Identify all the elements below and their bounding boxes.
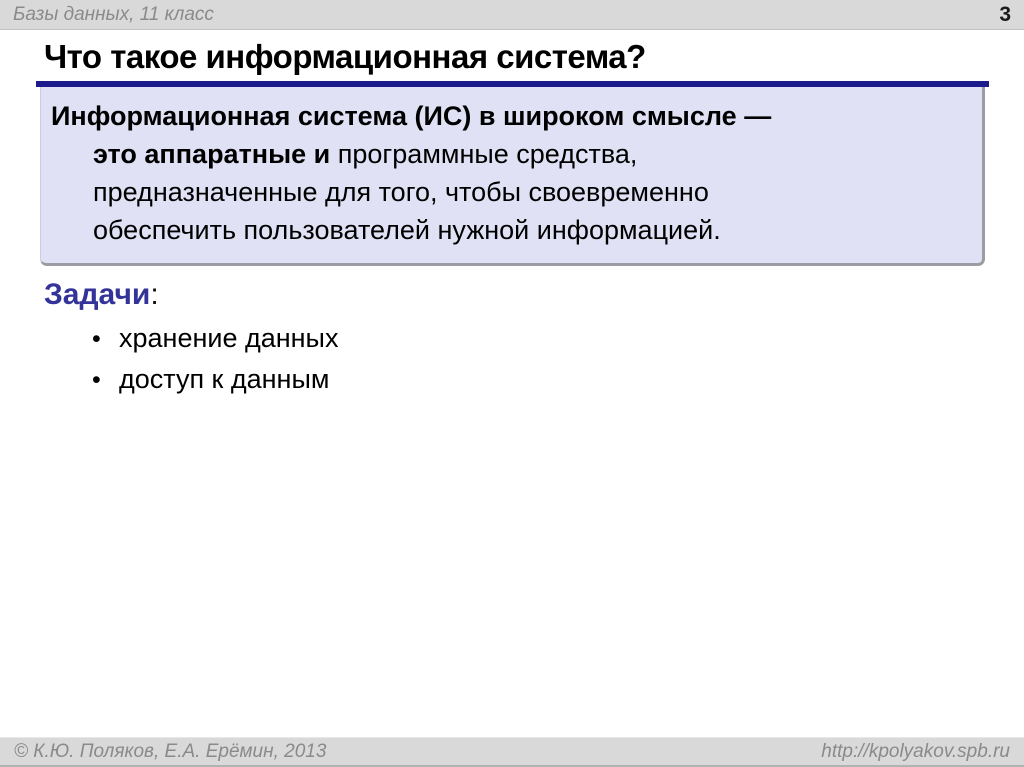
- page-number: 3: [999, 2, 1011, 26]
- tasks-label: Задачи: [44, 278, 151, 311]
- definition-line-2-regular-text: программные средства,: [337, 139, 638, 169]
- definition-line-1-text: Информационная система (ИС) в широком смысле —: [51, 101, 772, 131]
- definition-box: [40, 87, 985, 266]
- slide-title: Что такое информационная система?: [44, 38, 646, 75]
- definition-line-4: [51, 211, 972, 249]
- definition-line-2-bold-text: это аппаратные и: [93, 139, 338, 169]
- definition-line-2: [51, 135, 972, 173]
- list-item: [92, 359, 338, 400]
- topbar: [0, 0, 1024, 30]
- definition-line-3-text: предназначенные для того, чтобы своевременно: [93, 177, 709, 207]
- bullet-icon: •: [92, 366, 101, 394]
- task-item-text: доступ к данным: [119, 364, 330, 394]
- copyright-text: © К.Ю. Поляков, Е.А. Ерёмин, 2013: [14, 740, 327, 762]
- task-list: [92, 318, 338, 400]
- tasks-heading: [44, 278, 159, 312]
- topbar-title: Базы данных, 11 класс: [13, 3, 214, 25]
- footer: [0, 737, 1024, 767]
- tasks-colon: :: [150, 278, 159, 311]
- definition-line-3: [51, 173, 972, 211]
- site-url: http://kpolyakov.spb.ru: [821, 740, 1010, 762]
- task-item-text: хранение данных: [119, 323, 339, 353]
- definition-line-4-text: обеспечить пользователей нужной информацией.: [93, 215, 721, 245]
- definition-line-1: [51, 97, 972, 135]
- list-item: [92, 318, 338, 359]
- bullet-icon: •: [92, 325, 101, 353]
